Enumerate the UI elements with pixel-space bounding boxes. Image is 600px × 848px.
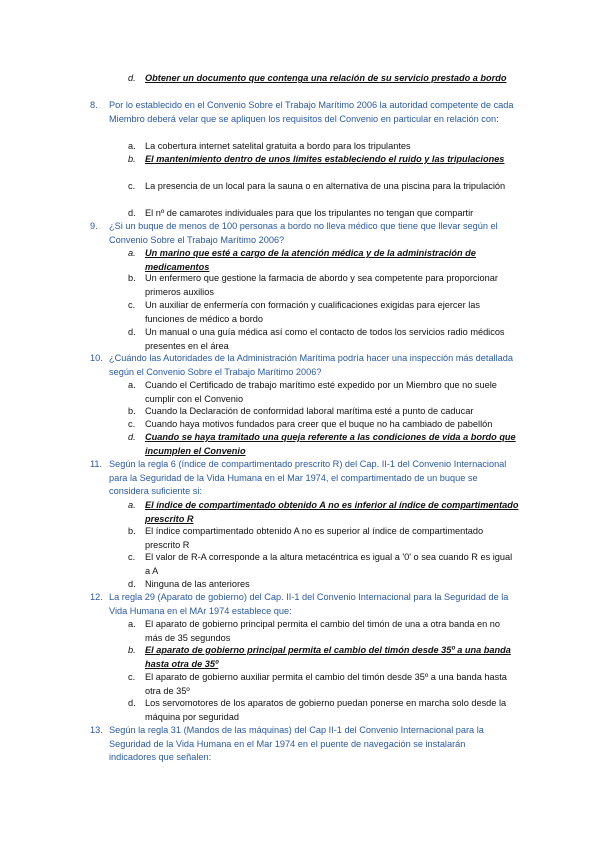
- option-letter: c.: [128, 419, 136, 429]
- option-text: El índice de compartimentado obtenido A no es inferior al índice de compartimentado prescrito R: [145, 500, 519, 524]
- option-text: Cuando la Declaración de conformidad laboral marítima esté a punto de caducar: [145, 406, 474, 416]
- option-text: El mantenimiento dentro de unos límites estableciendo el ruido y las tripulaciones: [145, 154, 505, 164]
- option-text: Ninguna de las anteriores: [145, 579, 250, 589]
- option-text: Obtener un documento que contenga una relación de su servicio prestado a bordo: [145, 73, 507, 83]
- option-letter: c.: [128, 181, 136, 191]
- option-text: El aparato de gobierno principal permita el cambio del timón desde 35º a una banda hasta otra de 35º: [145, 645, 511, 669]
- option-text: Un marino que esté a cargo de la atención médica y de la administración de medicamentos: [145, 248, 476, 272]
- question-text: Según la regla 6 (índice de compartimentado prescrito R) del Cap. II-1 del Convenio Internacional para la Seguridad de la Vida Humana en el Mar 1974, el compartimentado de un buque se considera suficiente si:: [109, 459, 507, 496]
- option-text: La presencia de un local para la sauna o en alternativa de una piscina para la tripulación: [145, 181, 506, 191]
- option-letter: a.: [128, 380, 136, 390]
- option-letter: d.: [128, 73, 136, 83]
- option-letter: a.: [128, 500, 136, 510]
- option-text: El valor de R-A corresponde a la altura metacéntrica es igual a '0' o sea cuando R es igual a A: [145, 552, 513, 576]
- question-text: Por lo establecido en el Convenio Sobre el Trabajo Marítimo 2006 la autoridad competente de cada Miembro deberá velar que se apliquen los requisitos del Convenio en particular en relación con:: [109, 100, 514, 124]
- question-number: 12.: [90, 592, 103, 602]
- option-letter: d.: [128, 432, 136, 442]
- option-letter: d.: [128, 579, 136, 589]
- option-letter: a.: [128, 248, 136, 258]
- option-letter: c.: [128, 672, 136, 682]
- option-letter: c.: [128, 300, 136, 310]
- option-letter: d.: [128, 698, 136, 708]
- option-text: Cuando el Certificado de trabajo marítimo esté expedido por un Miembro que no suele cumplir con el Convenio: [145, 380, 497, 404]
- option-letter: d.: [128, 327, 136, 337]
- question-text: ¿Si un buque de menos de 100 personas a bordo no lleva médico que tiene que llevar según el Convenio Sobre el Trabajo Marítimo 2006?: [109, 221, 498, 245]
- question-text: La regla 29 (Aparato de gobierno) del Cap. II-1 del Convenio Internacional para la Seguridad de la Vida Humana en el MAr 1974 establece que:: [109, 592, 509, 616]
- option-text: El índice compartimentado obtenido A no es superior al índice de compartimentado prescrito R: [145, 526, 484, 550]
- option-letter: b.: [128, 273, 136, 283]
- question-text: ¿Cuándo las Autoridades de la Administración Marítima podría hacer una inspección más detallada según el Convenio Sobre el Trabajo Marítimo 2006?: [109, 353, 513, 377]
- option-letter: b.: [128, 526, 136, 536]
- option-text: Un enfermero que gestione la farmacia de abordo y sea competente para proporcionar primeros auxilios: [145, 273, 498, 297]
- question-number: 11.: [90, 459, 103, 469]
- option-text: Cuando haya motivos fundados para creer que el buque no ha cambiado de pabellón: [145, 419, 493, 429]
- option-letter: b.: [128, 154, 136, 164]
- option-letter: c.: [128, 552, 136, 562]
- option-letter: b.: [128, 645, 136, 655]
- option-text: La cobertura internet satelital gratuita a bordo para los tripulantes: [145, 141, 411, 151]
- option-text: El aparato de gobierno auxiliar permita el cambio del timón desde 35º a una banda hasta otra de 35º: [145, 672, 507, 696]
- option-text: El aparato de gobierno principal permita el cambio del timón de una a otra banda en no más de 35 segundos: [145, 619, 500, 643]
- question-number: 13.: [90, 725, 103, 735]
- option-text: Cuando se haya tramitado una queja referente a las condiciones de vida a bordo que incumplen el Convenio: [145, 432, 516, 456]
- option-letter: a.: [128, 141, 136, 151]
- option-text: El nº de camarotes individuales para que los tripulantes no tengan que compartir: [145, 208, 474, 218]
- question-number: 10.: [90, 353, 103, 363]
- option-text: Un manual o una guía médica así como el contacto de todos los servicios radio médicos presentes en el área: [145, 327, 505, 351]
- option-letter: b.: [128, 406, 136, 416]
- option-letter: d.: [128, 208, 136, 218]
- question-text: Según la regla 31 (Mandos de las máquinas) del Cap II-1 del Convenio Internacional para la Seguridad de la Vida Humana en el Mar 1974 en el puente de navegación se instalarán indicadores que señalen:: [109, 725, 484, 762]
- question-number: 9.: [90, 221, 98, 231]
- option-text: Un auxiliar de enfermería con formación y cualificaciones exigidas para ejercer las funciones de médico a bordo: [145, 300, 480, 324]
- question-number: 8.: [90, 100, 98, 110]
- option-text: Los servomotores de los aparatos de gobierno puedan ponerse en marcha solo desde la máquina por seguridad: [145, 698, 507, 722]
- option-letter: a.: [128, 619, 136, 629]
